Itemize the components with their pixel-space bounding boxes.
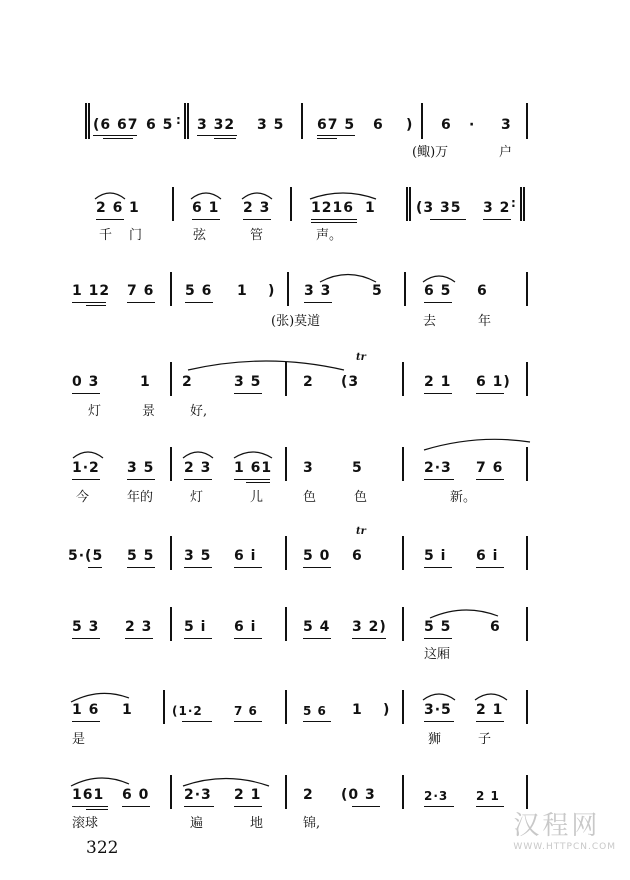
lyric: 景 xyxy=(142,404,156,419)
lyric: 今 xyxy=(76,490,90,505)
lyric: 户 xyxy=(499,145,513,160)
repeat-dots: : xyxy=(511,196,517,210)
note-group: 2 3 xyxy=(243,200,271,216)
note: 1 xyxy=(140,374,151,390)
slur xyxy=(421,690,457,702)
note-group: 6 i xyxy=(234,619,257,635)
note-group: 5 0 xyxy=(303,548,331,564)
barline xyxy=(170,362,172,396)
barline xyxy=(526,103,528,139)
note-group: 1 61 xyxy=(234,460,273,476)
lyric: 好, xyxy=(190,404,208,419)
slur xyxy=(318,270,378,284)
note: 1 xyxy=(237,283,248,299)
note: 3 xyxy=(501,117,512,133)
lyric: 门 xyxy=(129,228,143,243)
note-group: 5·(5 xyxy=(68,548,104,564)
note-group: 1 12 xyxy=(72,283,111,299)
note-group: 6 0 xyxy=(122,787,150,803)
note-group: 5 i xyxy=(424,548,447,564)
lyric: 色 xyxy=(354,490,368,505)
note-group: 5 4 xyxy=(303,619,331,635)
barline xyxy=(402,690,404,724)
note-group: 5 i xyxy=(184,619,207,635)
note-group: 2·3 xyxy=(424,460,452,476)
lyric: 灯 xyxy=(190,490,204,505)
note-group: 3 5 xyxy=(127,460,155,476)
repeat-barline xyxy=(409,187,411,221)
barline xyxy=(526,272,528,306)
note-group: 2 1 xyxy=(234,787,262,803)
note: 1 xyxy=(365,200,376,216)
barline xyxy=(285,362,287,396)
note-group: 2 1 xyxy=(424,374,452,390)
lyric: 是 xyxy=(72,732,86,747)
watermark xyxy=(513,805,616,852)
dot: · xyxy=(469,117,476,133)
lyric: 滚球 xyxy=(72,816,99,831)
note-group: 6 i xyxy=(476,548,499,564)
barline xyxy=(526,607,528,641)
slur xyxy=(428,606,500,620)
barline xyxy=(287,272,289,306)
slur xyxy=(422,436,532,452)
note: 2 xyxy=(182,374,193,390)
barline xyxy=(526,775,528,809)
lyric: (张)莫道 xyxy=(271,314,321,329)
note: 1 xyxy=(122,702,133,718)
barline xyxy=(402,607,404,641)
barline xyxy=(290,187,292,221)
note-group: 5 5 xyxy=(127,548,155,564)
note-group: 3 5 xyxy=(257,117,285,133)
barline xyxy=(402,362,404,396)
barline xyxy=(285,607,287,641)
lyric: 年的 xyxy=(127,490,154,505)
repeat-barline xyxy=(523,187,525,221)
note: 5 xyxy=(372,283,383,299)
barline xyxy=(170,775,172,809)
note: 6 xyxy=(477,283,488,299)
barline xyxy=(526,362,528,396)
repeat-barline xyxy=(184,103,186,139)
lyric: 声。 xyxy=(316,228,343,243)
barline xyxy=(170,607,172,641)
paren: ) xyxy=(383,702,391,718)
lyric: 新。 xyxy=(450,490,477,505)
lyric: 色 xyxy=(303,490,317,505)
note-group: 2 3 xyxy=(125,619,153,635)
note-group: 6 5 xyxy=(146,117,174,133)
trill-mark: tr xyxy=(356,352,366,363)
repeat-barline xyxy=(85,103,87,139)
repeat-barline xyxy=(406,187,408,221)
note: 2 xyxy=(303,374,314,390)
barline xyxy=(163,690,165,724)
page-number: 322 xyxy=(86,838,119,858)
note: 2 xyxy=(303,787,314,803)
trill-mark: tr xyxy=(356,526,366,537)
note-group: 6 5 xyxy=(424,283,452,299)
slur xyxy=(181,448,215,460)
note-group: 2 1 xyxy=(476,789,500,803)
lyric: 千 xyxy=(99,228,113,243)
repeat-dots: : xyxy=(176,113,182,127)
lyric: 灯 xyxy=(88,404,102,419)
barline xyxy=(170,536,172,570)
lyric: 管 xyxy=(250,228,264,243)
lyric: 狮 xyxy=(428,732,442,747)
note-group: 3 2) xyxy=(352,619,387,635)
barline xyxy=(402,447,404,481)
barline xyxy=(172,187,174,221)
note: 6 xyxy=(373,117,384,133)
paren: ) xyxy=(406,117,414,133)
note-group: 1·2 xyxy=(72,460,100,476)
note-group: 6 1) xyxy=(476,374,511,390)
note-group: 2·3 xyxy=(184,787,212,803)
note-group: 3·5 xyxy=(424,702,452,718)
note-group: 5 5 xyxy=(424,619,452,635)
slur xyxy=(232,448,274,460)
watermark-url: WWW.HTTPCN.COM xyxy=(513,842,616,852)
lyric: 年 xyxy=(478,314,492,329)
note-group: 6 1 xyxy=(192,200,220,216)
note-group: 7 6 xyxy=(234,704,258,718)
lyric: 遍 xyxy=(190,816,204,831)
note-group: 6 i xyxy=(234,548,257,564)
barline xyxy=(402,536,404,570)
repeat-barline xyxy=(520,187,522,221)
repeat-barline xyxy=(187,103,189,139)
watermark-text: 汉程网 xyxy=(513,811,601,841)
paren: ) xyxy=(268,283,276,299)
lyric: 这厢 xyxy=(424,647,451,662)
slur xyxy=(69,774,131,788)
barline xyxy=(285,690,287,724)
note-group: 3 2 xyxy=(483,200,511,216)
note-group: 5 6 xyxy=(185,283,213,299)
note-group: (3 35 xyxy=(416,200,462,216)
note-group: (0 3 xyxy=(341,787,376,803)
barline xyxy=(526,536,528,570)
note-group: 2 6 xyxy=(96,200,124,216)
barline xyxy=(170,447,172,481)
note-group: 0 3 xyxy=(72,374,100,390)
note-group: 7 6 xyxy=(127,283,155,299)
note-group: 3 5 xyxy=(234,374,262,390)
note: 5 xyxy=(352,460,363,476)
note-group: 3 32 xyxy=(197,117,236,133)
note-group: 67 5 xyxy=(317,117,356,133)
note-group: 7 6 xyxy=(476,460,504,476)
barline xyxy=(285,536,287,570)
note-group: (1·2 xyxy=(172,704,203,718)
note: (3 xyxy=(341,374,360,390)
note: 6 xyxy=(490,619,501,635)
barline xyxy=(170,272,172,306)
repeat-barline xyxy=(88,103,90,139)
lyric: 弦 xyxy=(193,228,207,243)
note-group: 2·3 xyxy=(424,789,449,803)
barline xyxy=(404,272,406,306)
note-group: 5 6 xyxy=(303,704,327,718)
lyric: 儿 xyxy=(250,490,264,505)
note-group: 3 5 xyxy=(184,548,212,564)
note-group: 1216 xyxy=(311,200,354,216)
lyric: 锦, xyxy=(303,816,321,831)
barline xyxy=(285,447,287,481)
barline xyxy=(526,447,528,481)
barline xyxy=(285,775,287,809)
lyric: 子 xyxy=(478,732,492,747)
slur xyxy=(186,356,346,372)
note: 6 xyxy=(441,117,452,133)
note-group: 2 3 xyxy=(184,460,212,476)
note-group: 161 xyxy=(72,787,105,803)
lyric: (鲰)万 xyxy=(412,145,449,160)
note-group: 2 1 xyxy=(476,702,504,718)
barline xyxy=(526,690,528,724)
barline xyxy=(421,103,423,139)
note: 6 xyxy=(352,548,363,564)
note-group: 5 3 xyxy=(72,619,100,635)
note-group: 3 3 xyxy=(304,283,332,299)
barline xyxy=(402,775,404,809)
slur xyxy=(473,690,509,702)
note-group: (6 67 xyxy=(93,117,139,133)
note: 3 xyxy=(303,460,314,476)
lyric: 地 xyxy=(250,816,264,831)
barline xyxy=(301,103,303,139)
slur xyxy=(71,448,105,460)
note-group: 1 6 xyxy=(72,702,100,718)
slur xyxy=(181,774,271,788)
lyric: 去 xyxy=(423,314,437,329)
note: 1 xyxy=(352,702,363,718)
note: 1 xyxy=(129,200,140,216)
